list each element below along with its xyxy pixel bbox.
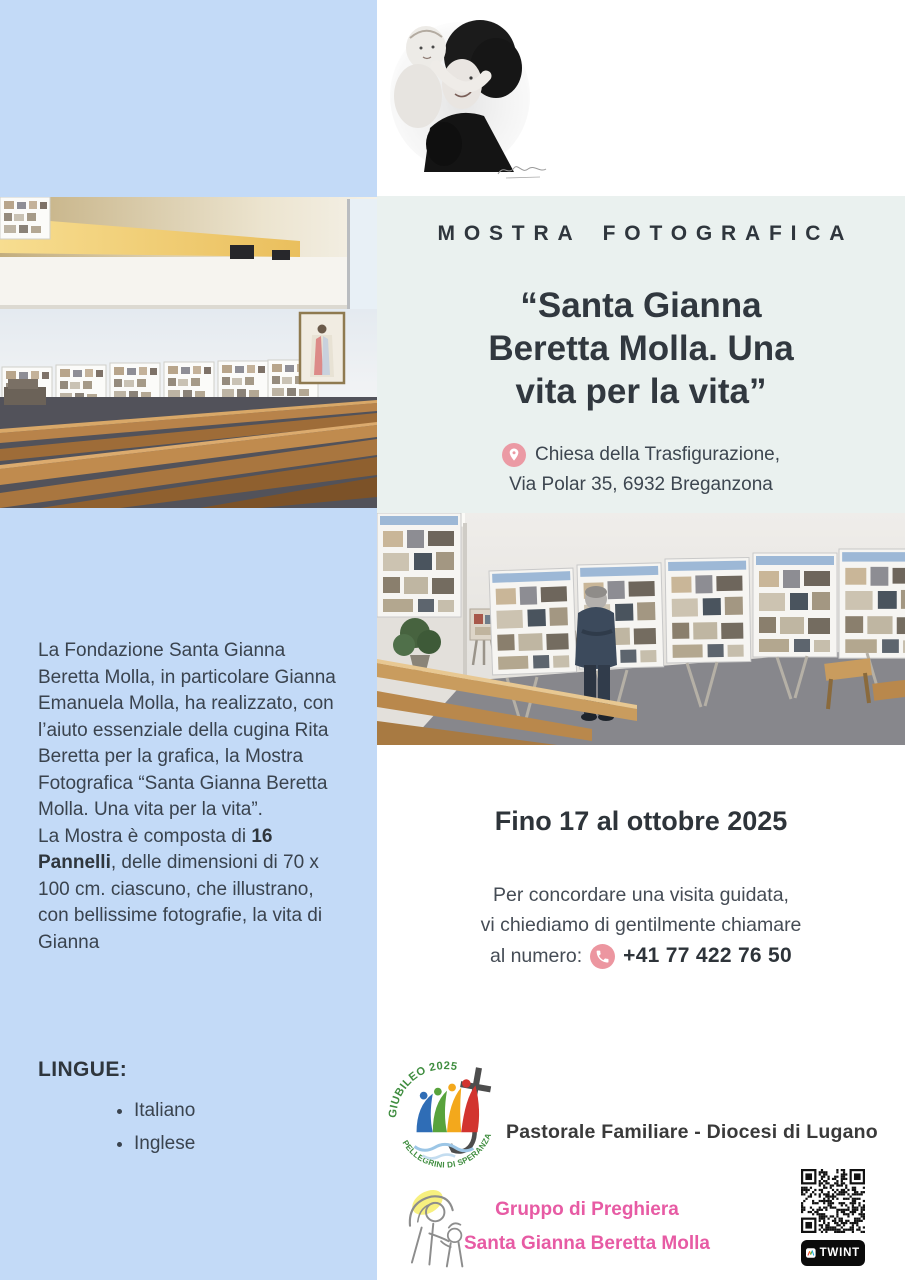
phone-icon [590,944,615,969]
poster-title [377,284,905,413]
twint-label: TWINT [819,1247,860,1259]
languages-heading: LINGUE: [38,1058,128,1081]
church-interior-photo [0,197,377,508]
svg-text:PELLEGRINI DI SPERANZA [401,1132,494,1170]
title-line: Beretta Molla. Una [488,329,794,368]
qr-code [801,1169,865,1233]
intro-paragraph [38,638,344,956]
intro-text-2-pre: La Mostra è composta di [38,825,252,847]
phone-number: +41 77 422 76 50 [623,944,792,967]
pastoral-line: Pastorale Familiare - Diocesi di Lugano [506,1121,878,1143]
prayer-group-text [462,1199,712,1255]
map-pin-icon [502,443,526,467]
prayer-line2: Santa Gianna Beretta Molla [463,1233,710,1254]
visit-line2: vi chiediamo di gentilmente chiamare [480,914,802,936]
location-block [377,440,905,500]
portrait-photo [388,4,536,172]
exhibition-room-photo [377,513,905,745]
location-line1: Chiesa della Trasfigurazione, [534,444,781,465]
jubilee-2025-logo [386,1053,508,1185]
jubilee-bottom-text: PELLEGRINI DI SPERANZA [400,1131,494,1170]
title-line: “Santa Gianna [520,286,762,325]
language-item: • Inglese [134,1133,195,1155]
intro-text-1: La Fondazione Santa Gianna Beretta Molla, in particolare Gianna Emanuela Molla, ha realizzato, con l’aiuto essenziale della cugina Rita Beretta per la grafica, la Mostra Fotografica “Santa Gianna Beretta Molla. Una vita per la vita”. [38,640,336,820]
eyebrow-heading: MOSTRA FOTOGRAFICA [437,222,854,245]
intro-text-2-post: , delle dimensioni di 70 x 100 cm. ciascuno, che illustrano, con bellissime fotografie, la vita di Gianna [38,852,323,953]
visit-line3-prefix: al numero: [489,945,583,967]
language-item: • Italiano [134,1100,195,1122]
twint-badge [801,1240,865,1266]
prayer-line1: Gruppo di Preghiera [495,1199,679,1220]
dates-heading: Fino 17 al ottobre 2025 [494,806,788,836]
signature-mark [492,160,554,184]
location-line2: Via Polar 35, 6932 Breganzona [509,474,773,495]
intro-text-2-bold: 16 Pannelli [38,825,273,873]
visit-info [377,880,905,971]
jubilee-top-text: GIUBILEO 2025 [387,1060,459,1119]
languages-list [114,1100,195,1166]
title-line: vita per la vita” [515,372,767,411]
twint-logo-icon [806,1245,816,1261]
visit-line1: Per concordare una visita guidata, [493,884,789,906]
blue-panel-top [0,0,377,197]
